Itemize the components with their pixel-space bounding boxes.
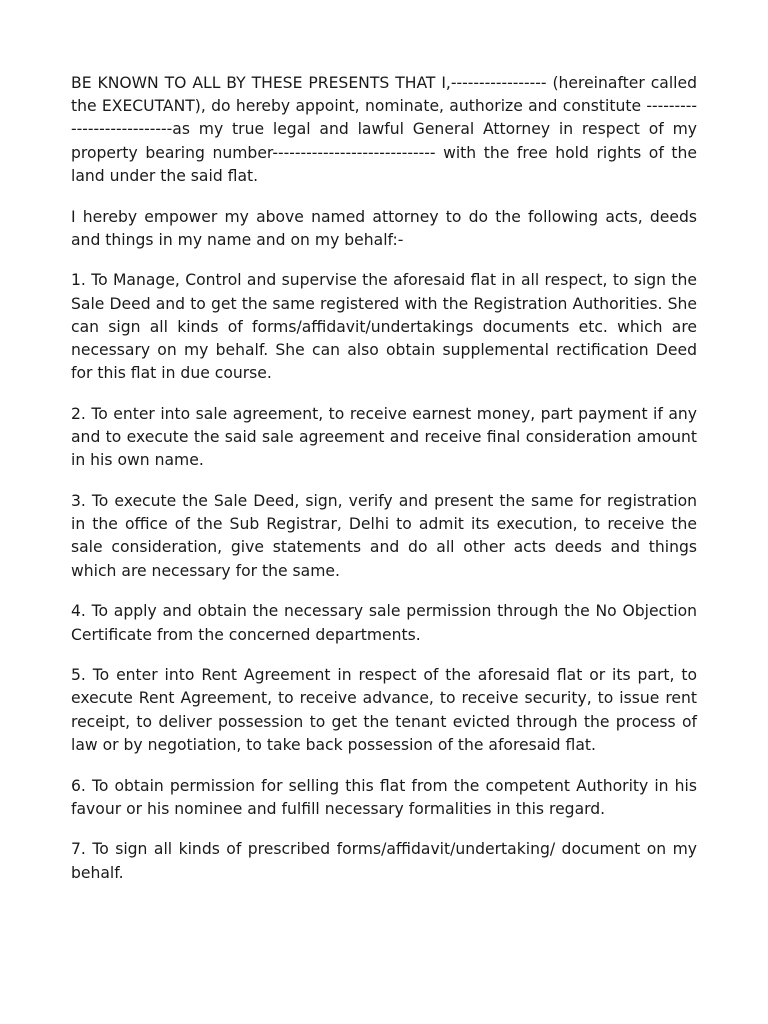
clause-7: 7. To sign all kinds of prescribed forms/affidavit/undertaking/ document on my behalf.	[71, 840, 697, 882]
clause-2: 2. To enter into sale agreement, to receive earnest money, part payment if any and to execute the said sale agreement and receive final consideration amount in his own name.	[71, 404, 697, 470]
clause-4: 4. To apply and obtain the necessary sale permission through the No Objection Certificate from the concerned departments.	[71, 602, 697, 644]
intro-paragraph: BE KNOWN TO ALL BY THESE PRESENTS THAT I,----------------- (hereinafter called the EXECUTANT), do hereby appoint, nominate, authorize and constitute ---------------------------as my true legal and lawful General Attorney in respect of my property bearing number----------------------------- with the free hold rights of the land under the said flat.	[71, 74, 697, 185]
clause-5: 5. To enter into Rent Agreement in respect of the aforesaid flat or its part, to execute Rent Agreement, to receive advance, to receive security, to issue rent receipt, to deliver possession to get the tenant evicted through the process of law or by negotiation, to take back possession of the aforesaid flat.	[71, 666, 697, 754]
document-page	[71, 72, 697, 885]
empowerment-paragraph: I hereby empower my above named attorney to do the following acts, deeds and things in my name and on my behalf:-	[71, 207, 697, 249]
clause-3: 3. To execute the Sale Deed, sign, verify and present the same for registration in the office of the Sub Registrar, Delhi to admit its execution, to receive the sale consideration, give statements and do all other acts deeds and things which are necessary for the same.	[71, 492, 697, 580]
clause-1: 1. To Manage, Control and supervise the aforesaid flat in all respect, to sign the Sale Deed and to get the same registered with the Registration Authorities. She can sign all kinds of forms/affidavit/undertakings documents etc. which are necessary on my behalf. She can also obtain supplemental rectification Deed for this flat in due course.	[71, 271, 697, 383]
clause-6: 6. To obtain permission for selling this flat from the competent Authority in his favour or his nominee and fulfill necessary formalities in this regard.	[71, 776, 697, 818]
